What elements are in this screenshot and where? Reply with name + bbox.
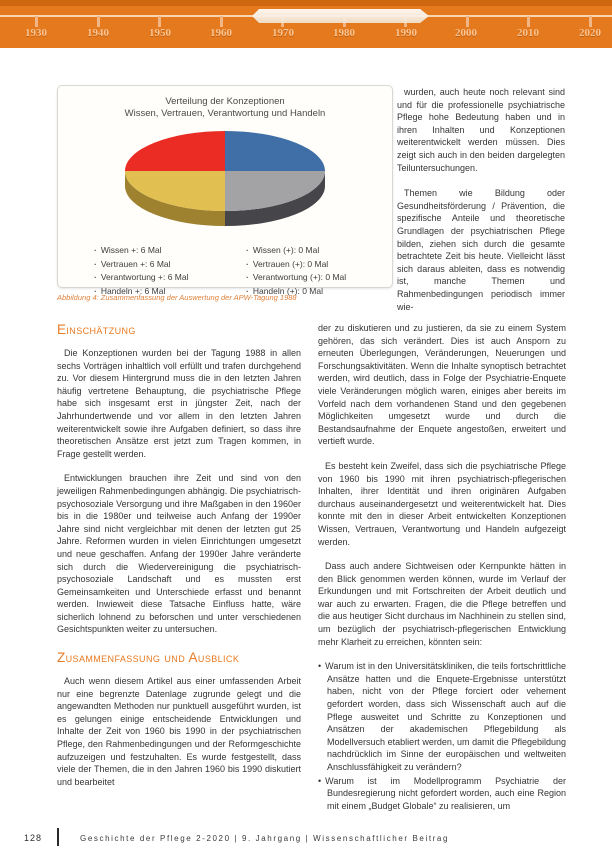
legend-item: · Vertrauen +: 6 Mal [94, 258, 246, 272]
timeline-tick [35, 16, 38, 27]
question-item: • Warum ist im Modellprogramm Psychiatrie der Bundesregierung nicht gefordert worden, auch eine Region mit einem „Budget Globale“ zu realisieren, um [318, 775, 566, 813]
legend-item: · Verantwortung (+): 0 Mal [246, 271, 346, 285]
timeline-tick [158, 16, 161, 27]
footer-divider [57, 828, 59, 846]
legend-item: · Verantwortung +: 6 Mal [94, 271, 246, 285]
paragraph: Entwicklungen brauchen ihre Zeit und sind von den jeweiligen Rahmenbedingungen abhängig. Die psychiatrisch-psychosoziale Versorgung und ihre Maßgaben in den 1960er bis in die 1980er und teilweise auch Anfang der 1990er Jahre sind nicht vergleichbar mit denen der letzten gut 25 Jahre. Reformen wurden in vielen Einrichtungen umgesetzt und neue geschaffen. Anfang der 1990er Jahre veränderte sich durch die Wiedervereinigung die psychiatrisch-psychosoziale Landschaft und es mussten erst Gemeinsamkeiten und Unterschiede erfasst und benannt werden. Inwieweit diese Tatsache Einfluss hatte, wäre sicherlich lohnend zu beforschen und unter verschiedenen Gesichtspunkten weiter zu untersuchen. [57, 473, 301, 635]
year-label: 2020 [579, 27, 601, 39]
timeline-tick [220, 16, 223, 27]
timeline-banner [0, 0, 612, 48]
page-number: 128 [24, 833, 43, 843]
figure-caption: Abbildung 4: Zusammenfassung der Auswertung der APW-Tagung 1988 [57, 293, 297, 302]
pie-chart [115, 123, 335, 238]
year-label: 2010 [517, 27, 539, 39]
legend-item: · Wissen +: 6 Mal [94, 244, 246, 258]
figure-panel [57, 85, 393, 296]
year-label: 1960 [210, 27, 232, 39]
year-label: 1990 [395, 27, 417, 39]
paragraph: Themen wie Bildung oder Gesundheitsförderung / Prävention, die spezifische Anteile und theoretische Grundlagen der psychiatrischen Pflege bilden, ziehen sich durch die gesamte betrachtete Zeit bis heute. Vielleicht lässt sich daraus ableiten, dass es notwendig ist, manche Themen und Rahmenbedingungen periodisch immer wie- [397, 188, 565, 312]
timeline-tick [97, 16, 100, 27]
chart-legend [58, 238, 392, 298]
paragraph: wurden, auch heute noch relevant sind und für die professionelle psychiatrische Pflege hohe Bedeutung haben und in ihren Inhalten und Konzeptionen weiterentwickelt werden müssen. Dies zeigt sich auch in den beiden dargelegten Teiluntersuchungen. [397, 87, 565, 173]
legend-item: · Handeln +: 6 Mal [94, 285, 246, 299]
year-label: 1930 [25, 27, 47, 39]
year-label: 2000 [455, 27, 477, 39]
question-list [318, 660, 566, 812]
year-label: 1970 [272, 27, 294, 39]
pie-slice-blue [225, 131, 325, 171]
year-label: 1940 [87, 27, 109, 39]
legend-item: · Wissen (+): 0 Mal [246, 244, 346, 258]
year-label: 1950 [149, 27, 171, 39]
legend-column-left [94, 244, 246, 298]
timeline-tick [466, 16, 469, 27]
legend-item: · Vertrauen (+): 0 Mal [246, 258, 346, 272]
section-heading-einschaetzung: Einschätzung [57, 322, 136, 337]
paragraph: der zu diskutieren und zu justieren, da sie zu einem System gehören, das sich verändert. Dies ist auch Ansporn zu erneuten Überlegungen, Veränderungen, Neuerungen und Forschungsaktivitäten. Wenn die Inhalte synoptisch betrachtet werden, wird deutlich, dass in Folge der Psychiatrie-Enquete viele Veränderungen möglich waren, einiges aber bereits im Vorfeld nach dem vorhandenen Stand und den gegebenen Möglichkeiten umgesetzt wurde und durch die Bestandsaufnahme der Enquete angestoßen, erweitert und vertieft wurde. [318, 323, 566, 447]
footer-journal-info: Geschichte der Pflege 2-2020 | 9. Jahrgang | Wissenschaftlicher Beitrag [80, 834, 450, 843]
paragraph: Es besteht kein Zweifel, dass sich die psychiatrische Pflege von 1960 bis 1990 mit ihren psychiatrisch-pflegerischen Inhalten, ihrer Identität und ihren originären Aufgaben durchaus auseinandergesetzt und weiterentwickelt hat. Dies konnte mit den in dieser Arbeit entwickelten Konzeptionen Wissen, Vertrauen, Verantwortung und Handeln aufgezeigt werden. [318, 460, 566, 547]
banner-top-strip [0, 0, 612, 6]
question-item: • Warum ist in den Universitätskliniken, die teils fortschrittliche Ansätze hatten und die Enquete-Ergebnisse unterstützt haben, nicht von der Pflege forciert oder vehement gefordert worden, dass sich Wissenschaft auch auf die Pflege ausweitet und Schritte zu Konzeptionen und Ansätzen der akademischen Pflegebildung als Modellversuch etabliert werden, um damit die Pflegebildung nachdrücklich im Sinne der europäischen und weltweiten Anschlussfähigkeit zu verändern? [318, 660, 566, 773]
left-text-column [57, 318, 301, 800]
year-label: 1980 [333, 27, 355, 39]
pie-slice-red [125, 131, 225, 171]
paragraph: Die Konzeptionen wurden bei der Tagung 1988 in allen sechs Vorträgen inhaltlich voll erfüllt und trafen durchgehend zu. Vor diesem Hintergrund muss die in den letzten Jahren häufig vertretene Behauptung, die psychiatrische Pflege habe sich insgesamt erst in jüngster Zeit, nach der Jahrhundertwende und vor allem in den letzten Jahren weiterentwickelt sowie ihre Aufgaben definiert, so dass ihre theoretischen Ansätze erst jetzt zum Tragen kommen, in Frage gestellt werden. [57, 348, 301, 459]
chart-title: Verteilung der Konzeptionen Wissen, Vertrauen, Verantwortung und Handeln [124, 96, 326, 119]
paragraph: Dass auch andere Sichtweisen oder Kernpunkte hätten in den Blick genommen werden können, wurde im Verlauf der Erkundungen und mit Fortschreiten der Arbeit deutlich und war auch zu erwarten. Fragen, die die Pflege betreffen und die aus heutiger Sicht durchaus im Nachhinein zu stellen sind, um bezüglich der psychiatrisch-pflegerischen Entwicklung mehr Klarheit zu erreichen, könnten sein: [318, 561, 566, 647]
legend-item: · Handeln (+): 0 Mal [246, 285, 346, 299]
timeline-highlight-1960-1990 [252, 9, 429, 23]
legend-column-right [246, 244, 346, 298]
section-heading-zusammenfassung: Zusammenfassung und Ausblick [57, 650, 240, 666]
timeline-tick [527, 16, 530, 27]
timeline-tick [589, 16, 592, 27]
intro-text-column [397, 86, 565, 326]
right-text-column [318, 322, 566, 813]
paragraph: Auch wenn diesem Artikel aus einer umfassenden Arbeit nur eine begrenzte Datenlage zugrunde gelegt und die angewandten Methoden nur punktuell ausgeführt wurden, ist es gelungen einige entscheidende Entwicklungen und Inhalte der Zeit von 1960 bis 1990 in der psychiatrischen Pflege, den Rahmenbedingungen und der Reformgeschichte aufzuzeigen und festzuhalten. Es wurde festgestellt, dass viele der Themen, die in den Jahren 1960 bis 1990 diskutiert und bearbeitet [57, 676, 301, 787]
pie-chart-svg [115, 123, 335, 233]
